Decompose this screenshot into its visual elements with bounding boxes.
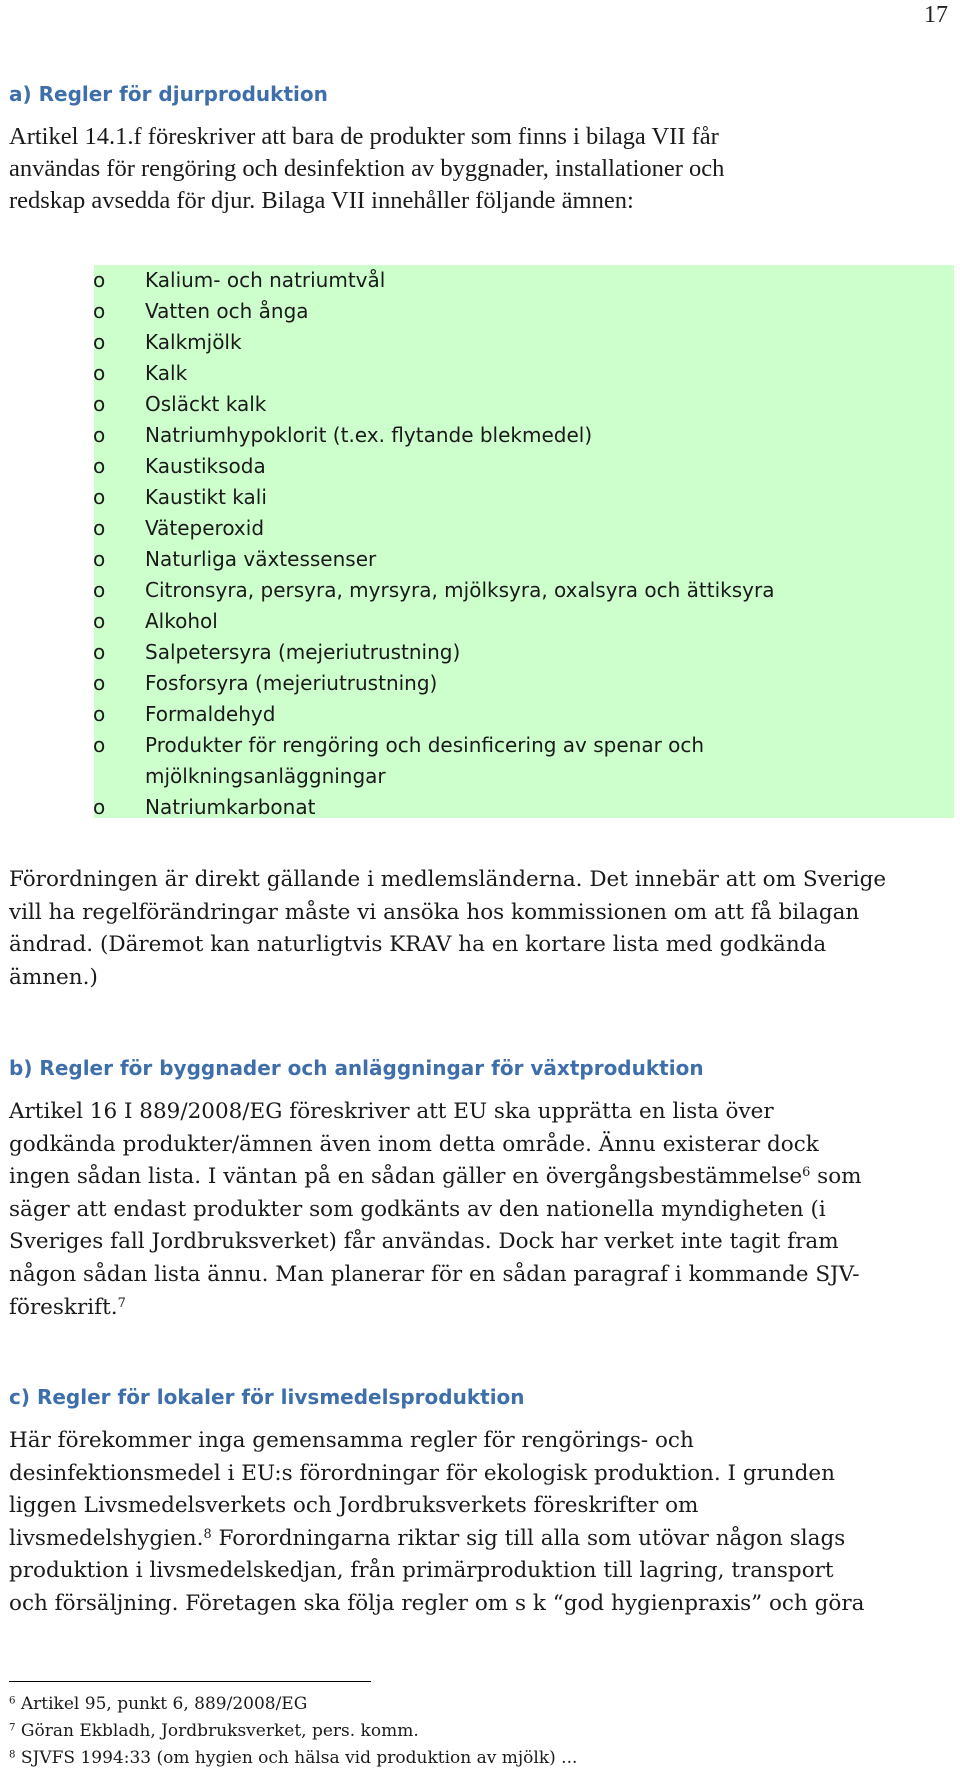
paragraph-line-tail: Forordningarna riktar sig till alla som utövar någon slags <box>211 1525 846 1551</box>
paragraph-line-tail: som <box>810 1164 862 1190</box>
list-item: o Fosforsyra (mejeriutrustning) <box>94 668 954 699</box>
bullet-marker: o <box>93 330 106 354</box>
paragraph-line: liggen Livsmedelsverkets och Jordbruksverkets föreskrifter om <box>9 1493 699 1519</box>
paragraph-line: föreskrift. <box>9 1294 118 1320</box>
footnote-ref-8[interactable]: 8 <box>203 1526 212 1542</box>
footnote-6: $^6$ Artikel 95, punkt 6, 889/2008/EG <box>9 1694 308 1714</box>
paragraph-line: desinfektionsmedel i EU:s förordningar för ekologisk produktion. I grunden <box>9 1460 835 1486</box>
bullet-marker: o <box>93 423 106 447</box>
list-item: o Kaustiksoda <box>94 451 954 482</box>
list-item: o Kalkmjölk <box>94 327 954 358</box>
list-item: o Kalk <box>94 358 954 389</box>
paragraph-line: Artikel 16 I 889/2008/EG föreskriver att EU ska upprätta en lista över <box>9 1099 774 1124</box>
footnote-ref-6[interactable]: 6 <box>802 1165 811 1181</box>
footnote-separator <box>9 1681 371 1682</box>
paragraph-line: Artikel 14.1.f föreskriver att bara de produkter som finns i bilaga VII får <box>9 123 719 150</box>
paragraph-line: och försäljning. Företagen ska följa regler om s k “god hygienpraxis” och göra <box>9 1590 865 1616</box>
bullet-marker: o <box>93 609 106 633</box>
bullet-marker: o <box>93 671 106 695</box>
paragraph-line: Förordningen är direkt gällande i medlemsländerna. Det innebär att om Sverige <box>9 867 887 892</box>
list-item: o Citronsyra, persyra, myrsyra, mjölksyra, oxalsyra och ättiksyra <box>94 575 954 606</box>
paragraph-line: Sveriges fall Jordbruksverket) får användas. Dock har verket inte tagit fram <box>9 1229 839 1255</box>
bullet-marker: o <box>93 485 106 509</box>
bullet-marker: o <box>93 516 106 540</box>
list-item: o Vatten och ånga <box>94 296 954 327</box>
paragraph-line: ändrad. (Däremot kan naturligtvis KRAV ha en kortare lista med godkända <box>9 932 827 958</box>
list-item: o Osläckt kalk <box>94 389 954 420</box>
bullet-marker: o <box>93 299 106 323</box>
substance-list <box>94 265 954 818</box>
paragraph-line: någon sådan lista ännu. Man planerar för en sådan paragraf i kommande SJV- <box>9 1261 860 1287</box>
section-b-paragraph <box>9 1096 920 1324</box>
list-item: o Kaustikt kali <box>94 482 954 513</box>
paragraph-line: redskap avsedda för djur. Bilaga VII innehåller följande ämnen: <box>9 187 634 214</box>
paragraph-line: vill ha regelförändringar måste vi ansöka hos kommissionen om att få bilagan <box>9 899 860 925</box>
section-c-heading: c) Regler för lokaler för livsmedelsproduktion <box>9 1385 525 1409</box>
section-a-closing-paragraph <box>9 864 920 994</box>
bullet-marker: o <box>93 795 106 819</box>
bullet-marker: o <box>93 702 106 726</box>
paragraph-line: produktion i livsmedelskedjan, från primärproduktion till lagring, transport <box>9 1558 834 1584</box>
section-a-paragraph <box>9 121 890 217</box>
paragraph-line: ämnen.) <box>9 964 98 990</box>
paragraph-line: Här förekommer inga gemensamma regler för rengörings- och <box>9 1428 694 1453</box>
list-item: o Produkter för rengöring och desinficering av spenar och mjölkningsanläggningar <box>94 730 954 792</box>
bullet-marker: o <box>93 361 106 385</box>
footnote-ref-7[interactable]: 7 <box>117 1295 126 1311</box>
bullet-marker: o <box>93 640 106 664</box>
list-item: o Kalium- och natriumtvål <box>94 265 954 296</box>
list-item: o Naturliga växtessenser <box>94 544 954 575</box>
bullet-marker: o <box>93 268 106 292</box>
section-c-paragraph <box>9 1425 920 1621</box>
list-item: o Natriumhypoklorit (t.ex. flytande blekmedel) <box>94 420 954 451</box>
bullet-marker: o <box>93 733 106 757</box>
section-b-heading: b) Regler för byggnader och anläggningar för växtproduktion <box>9 1056 704 1080</box>
list-item: o Natriumkarbonat <box>94 792 954 823</box>
bullet-marker: o <box>93 454 106 478</box>
bullet-marker: o <box>93 392 106 416</box>
list-item: o Salpetersyra (mejeriutrustning) <box>94 637 954 668</box>
footnote-7: $^7$ Göran Ekbladh, Jordbruksverket, pers. komm. <box>9 1721 419 1741</box>
bullet-marker: o <box>93 547 106 571</box>
section-a-heading: a) Regler för djurproduktion <box>9 82 328 106</box>
paragraph-line: ingen sådan lista. I väntan på en sådan gäller en övergångsbestämmelse <box>9 1164 803 1190</box>
list-item: o Formaldehyd <box>94 699 954 730</box>
paragraph-line: godkända produkter/ämnen även inom detta område. Ännu existerar dock <box>9 1131 819 1157</box>
paragraph-line: användas för rengöring och desinfektion av byggnader, installationer och <box>9 155 725 182</box>
page-number: 17 <box>924 2 948 28</box>
footnote-8: $^8$ SJVFS 1994:33 (om hygien och hälsa vid produktion av mjölk) ... <box>9 1748 578 1768</box>
list-item: o Väteperoxid <box>94 513 954 544</box>
bullet-marker: o <box>93 578 106 602</box>
paragraph-line: säger att endast produkter som godkänts av den nationella myndigheten (i <box>9 1196 826 1222</box>
paragraph-line: livsmedelshygien. <box>9 1525 204 1551</box>
list-item: o Alkohol <box>94 606 954 637</box>
